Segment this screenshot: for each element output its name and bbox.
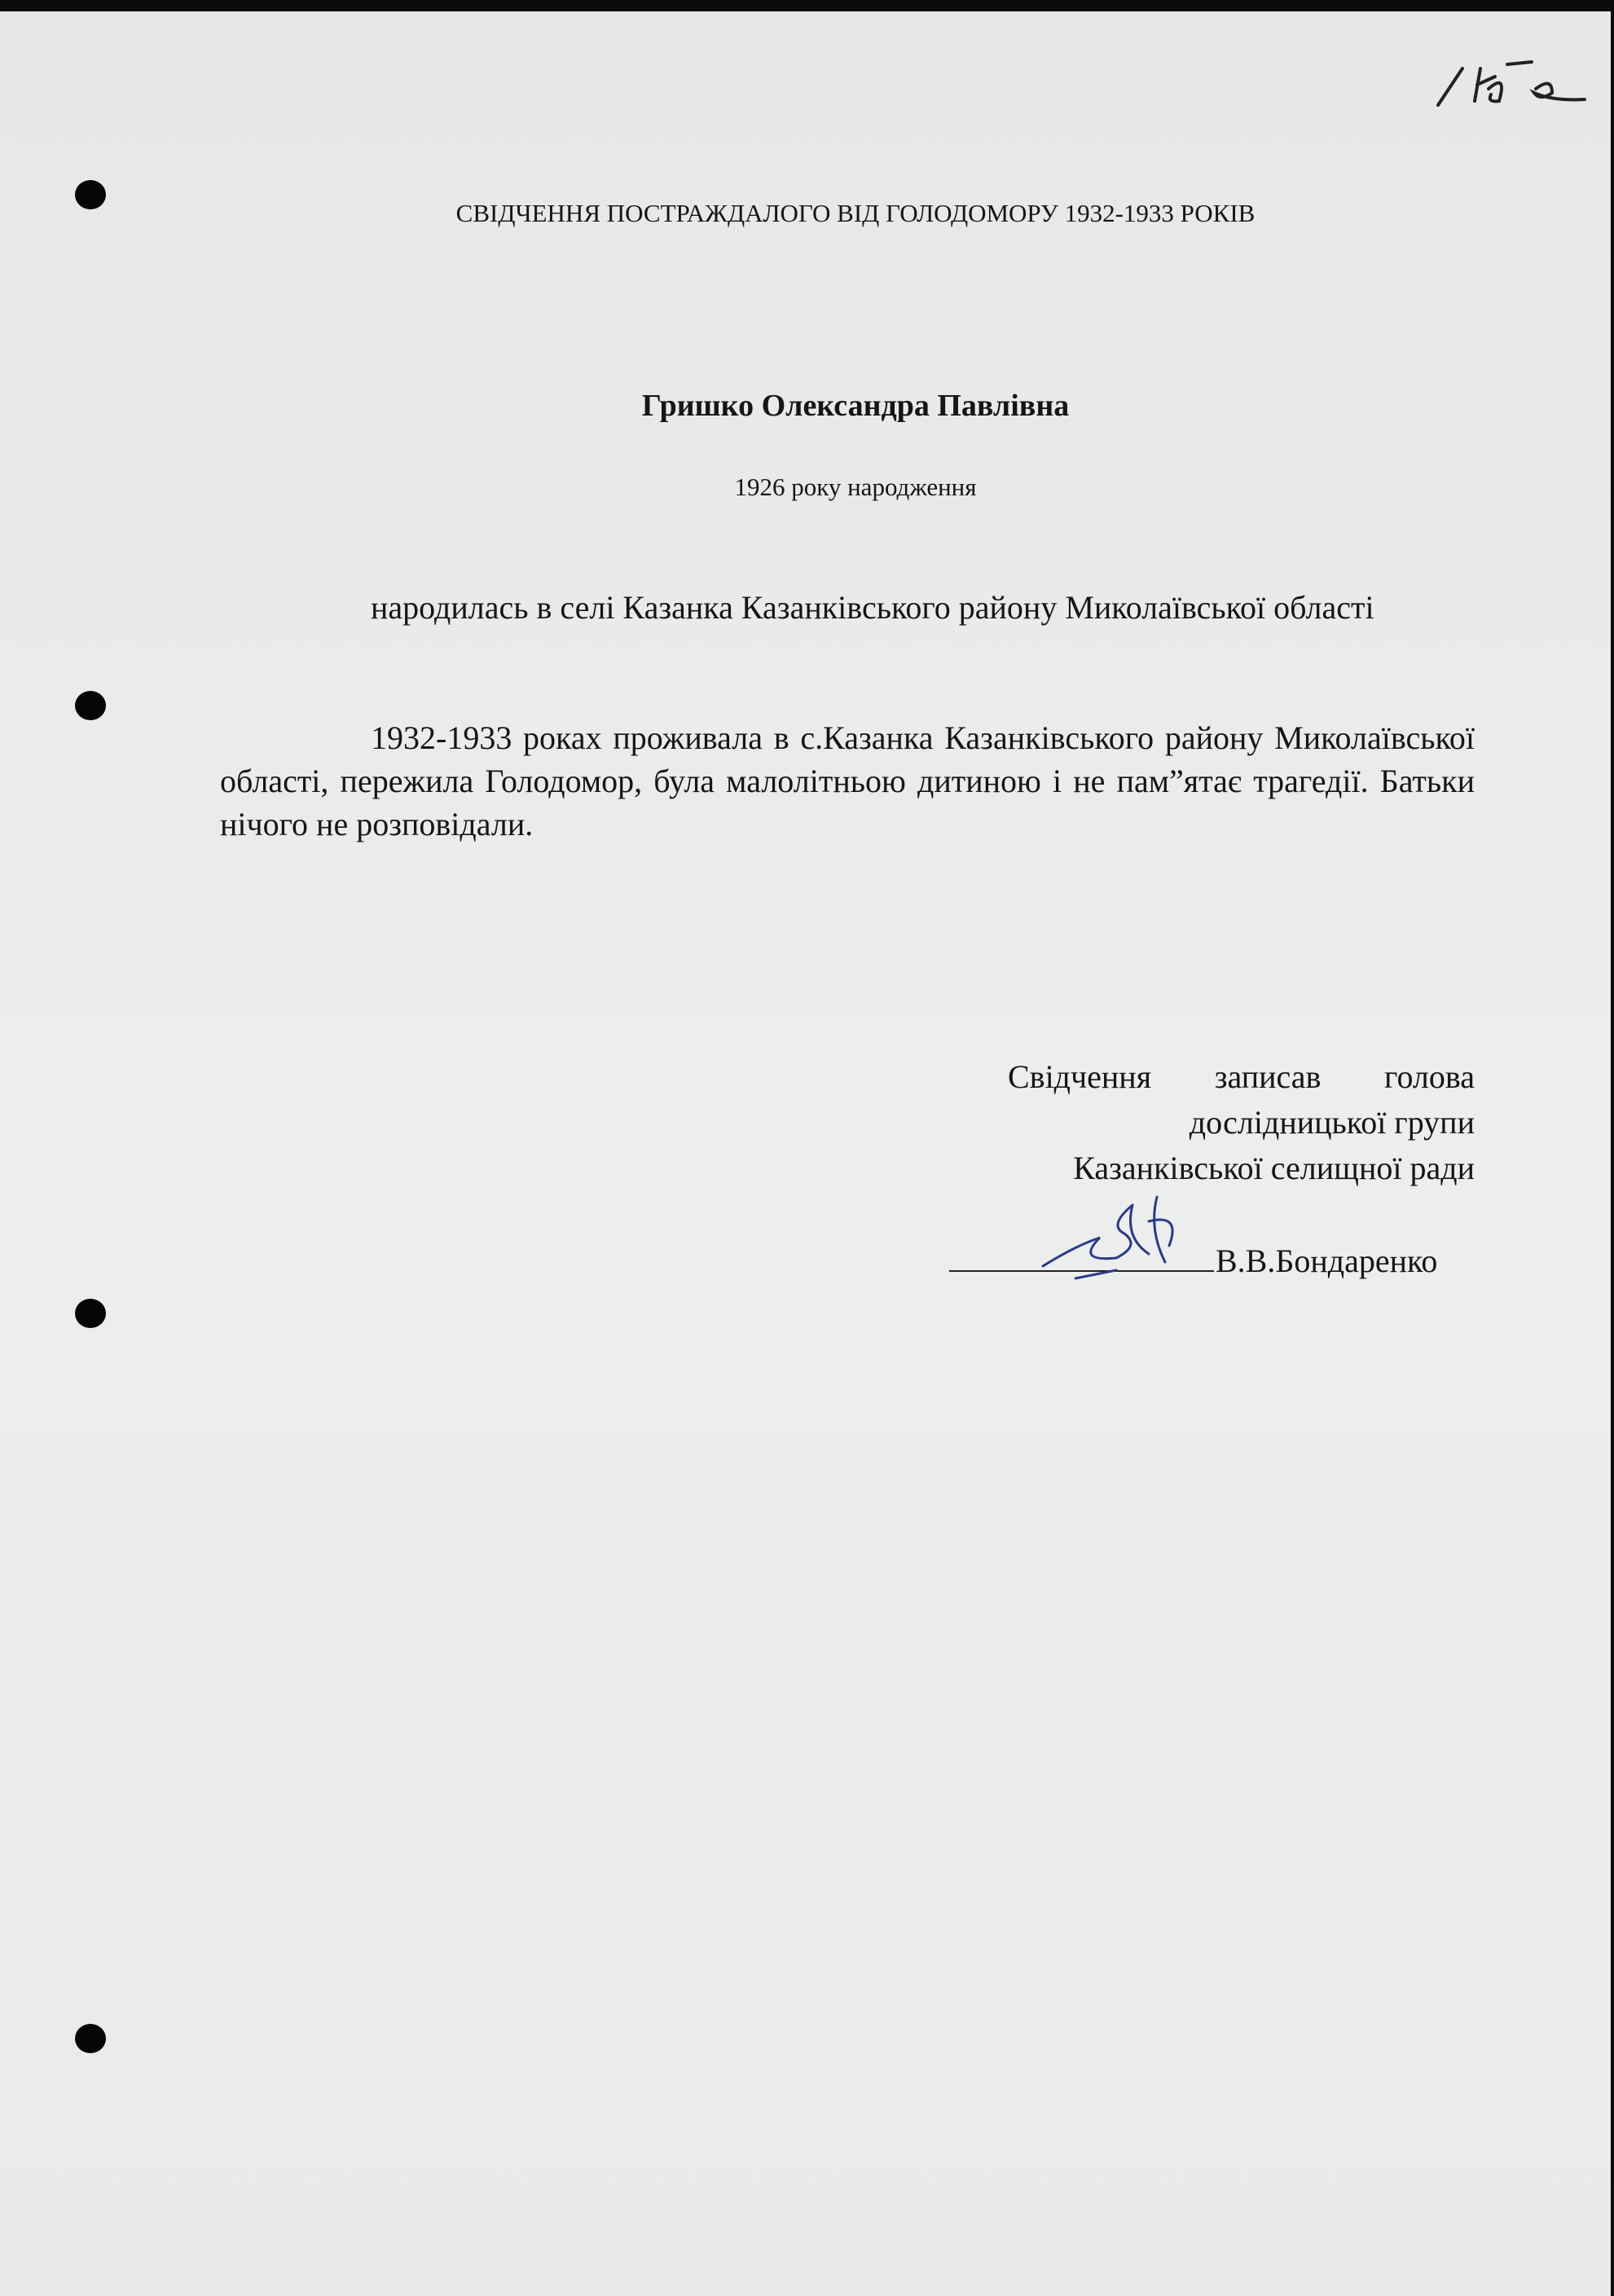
paragraph-testimony: 1932-1933 роках проживала в с.Казанка Казанківського району Миколаївської області, пережила Голодомор, була малолітньою дитиною і не пам”ятає трагедії. Батьки нічого не розповідали.	[220, 719, 1475, 842]
recorder-line-2: Казанківської селищної ради	[1073, 1150, 1475, 1186]
recorder-title	[1008, 1054, 1475, 1191]
handwritten-signature	[1027, 1189, 1222, 1287]
punch-hole	[75, 1299, 106, 1328]
recorder-name: В.В.Бондаренко	[1216, 1243, 1438, 1279]
birth-year: 1926 року народження	[734, 473, 977, 501]
punch-hole	[75, 691, 106, 720]
punch-hole	[75, 2024, 106, 2053]
paragraph-birthplace: народилась в селі Казанка Казанківського району Миколаївської області	[371, 589, 1374, 626]
handwritten-archive-number	[1430, 44, 1593, 109]
document-page	[0, 11, 1611, 2296]
recorder-line-1: Свідчення записав голова дослідницької групи	[1008, 1058, 1475, 1141]
document-title: СВІДЧЕННЯ ПОСТРАЖДАЛОГО ВІД ГОЛОДОМОРУ 1932-1933 РОКІВ	[455, 199, 1256, 227]
person-name: Гришко Олександра Павлівна	[641, 389, 1070, 423]
